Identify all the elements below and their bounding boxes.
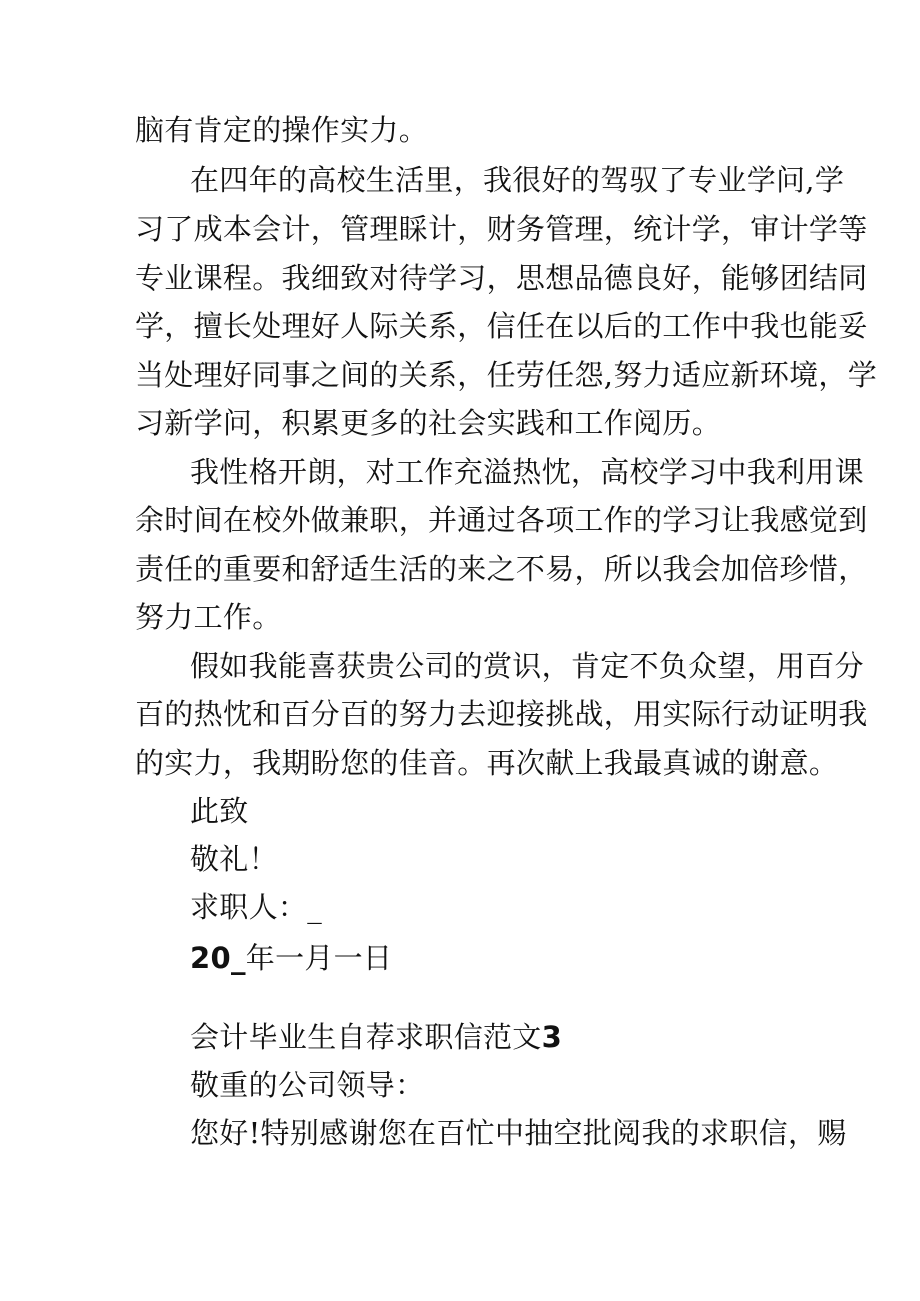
closing-salutation: 此致 bbox=[190, 794, 249, 828]
date-rest: 年一月一日 bbox=[245, 941, 393, 975]
applicant-signature: 求职人：_ bbox=[190, 890, 323, 924]
section-title-number: 3 bbox=[541, 1020, 563, 1054]
text-line: 假如我能喜获贵公司的赏识，肯定不负众望，用百分 bbox=[190, 649, 864, 683]
section-title-text: 会计毕业生自荐求职信范文 bbox=[190, 1020, 542, 1054]
text-line: 脑有肯定的操作实力。 bbox=[135, 113, 429, 147]
text-line: 学，擅长处理好人际关系，信任在以后的工作中我也能妥 bbox=[135, 309, 868, 343]
text-line: 习新学问，积累更多的社会实践和工作阅历。 bbox=[135, 406, 722, 440]
text-line: 您好!特别感谢您在百忙中抽空批阅我的求职信，赐 bbox=[190, 1116, 847, 1150]
text-line: 专业课程。我细致对待学习，思想品德良好，能够团结同 bbox=[135, 261, 868, 295]
text-line: 余时间在校外做兼职，并通过各项工作的学习让我感觉到 bbox=[135, 503, 868, 537]
text-line: 责任的重要和舒适生活的来之不易，所以我会加倍珍惜， bbox=[135, 552, 868, 586]
text-line: 我性格开朗，对工作充溢热忱，高校学习中我利用课 bbox=[190, 455, 864, 489]
section-title bbox=[190, 1017, 795, 1057]
text-line: 当处理好同事之间的关系，任劳任怨,努力适应新环境，学 bbox=[135, 358, 878, 392]
text-line: 的实力，我期盼您的佳音。再次献上我最真诚的谢意。 bbox=[135, 746, 839, 780]
closing-regards: 敬礼！ bbox=[190, 842, 278, 876]
text-line: 习了成本会计，管理睬计，财务管理，统计学，审计学等 bbox=[135, 212, 868, 246]
text-line: 努力工作。 bbox=[135, 600, 282, 634]
text-line: 在四年的高校生活里，我很好的驾驭了专业学问,学 bbox=[190, 163, 845, 197]
text-line: 百的热忱和百分百的努力去迎接挑战，用实际行动证明我 bbox=[135, 697, 868, 731]
greeting: 敬重的公司领导： bbox=[190, 1068, 425, 1102]
date-year: 20_ bbox=[190, 941, 246, 975]
letter-date bbox=[190, 938, 795, 978]
